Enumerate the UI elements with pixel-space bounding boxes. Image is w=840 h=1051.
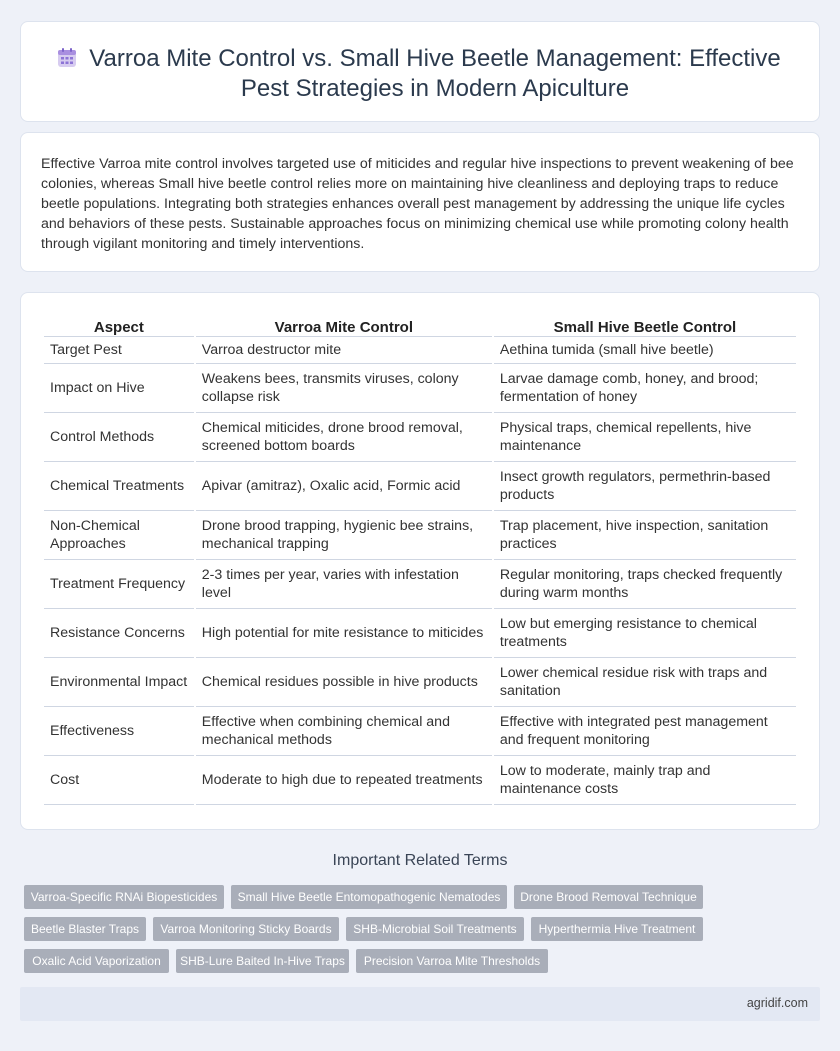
table-cell: Non-Chemical Approaches — [44, 511, 194, 560]
related-term-tag[interactable]: Small Hive Beetle Entomopathogenic Nematodes — [231, 885, 507, 909]
table-cell: High potential for mite resistance to miticides — [196, 609, 492, 658]
table-cell: Low to moderate, mainly trap and maintenance costs — [494, 756, 796, 805]
table-header-varroa: Varroa Mite Control — [196, 315, 492, 337]
table-cell: Impact on Hive — [44, 364, 194, 413]
table-cell: Trap placement, hive inspection, sanitation practices — [494, 511, 796, 560]
table-row — [44, 413, 796, 462]
table-cell: Regular monitoring, traps checked frequently during warm months — [494, 560, 796, 609]
intro-paragraph: Effective Varroa mite control involves targeted use of miticides and regular hive inspections to prevent weakening of bee colonies, whereas Small hive beetle control relies more on maintaining hive cleanliness and deploying traps to reduce beetle populations. Integrating both strategies enhances overall pest management by addressing the unique life cycles and behaviors of these pests. Sustainable approaches focus on minimizing chemical use while promoting colony health through vigilant monitoring and timely interventions. — [41, 156, 794, 252]
table-row — [44, 609, 796, 658]
related-term-tag[interactable]: Precision Varroa Mite Thresholds — [356, 949, 548, 973]
table-cell: Physical traps, chemical repellents, hive maintenance — [494, 413, 796, 462]
intro-card — [20, 132, 820, 272]
table-row — [44, 337, 796, 364]
table-cell: Environmental Impact — [44, 658, 194, 707]
related-term-tag[interactable]: Varroa Monitoring Sticky Boards — [153, 917, 339, 941]
footer — [20, 987, 820, 1021]
table-cell: Weakens bees, transmits viruses, colony collapse risk — [196, 364, 492, 413]
related-term-tag[interactable]: Drone Brood Removal Technique — [514, 885, 703, 909]
related-term-tag[interactable]: SHB-Microbial Soil Treatments — [346, 917, 524, 941]
table-row — [44, 756, 796, 805]
table-cell: Chemical miticides, drone brood removal, screened bottom boards — [196, 413, 492, 462]
table-header-aspect: Aspect — [44, 315, 194, 337]
table-row — [44, 364, 796, 413]
related-term-tag[interactable]: Beetle Blaster Traps — [24, 917, 146, 941]
table-cell: Drone brood trapping, hygienic bee strains, mechanical trapping — [196, 511, 492, 560]
table-cell: Chemical residues possible in hive products — [196, 658, 492, 707]
table-cell: Effective when combining chemical and mechanical methods — [196, 707, 492, 756]
related-term-tag[interactable]: Hyperthermia Hive Treatment — [531, 917, 703, 941]
related-terms-title: Important Related Terms — [332, 852, 508, 869]
table-row — [44, 707, 796, 756]
table-cell: Lower chemical residue risk with traps and sanitation — [494, 658, 796, 707]
table-cell: Low but emerging resistance to chemical treatments — [494, 609, 796, 658]
table-header-beetle: Small Hive Beetle Control — [494, 315, 796, 337]
footer-site[interactable]: agridif.com — [746, 996, 808, 1010]
page-title: Varroa Mite Control vs. Small Hive Beetle Management: Effective Pest Strategies in Modern Apiculture — [89, 45, 781, 102]
title-card — [20, 21, 820, 122]
table-cell: 2-3 times per year, varies with infestation level — [196, 560, 492, 609]
table-row — [44, 560, 796, 609]
comparison-table — [42, 315, 798, 805]
table-cell: Effective with integrated pest management and frequent monitoring — [494, 707, 796, 756]
comparison-card — [20, 292, 820, 830]
related-term-tag[interactable]: SHB-Lure Baited In-Hive Traps — [176, 949, 349, 973]
table-cell: Aethina tumida (small hive beetle) — [494, 337, 796, 364]
table-row — [44, 511, 796, 560]
table-cell: Cost — [44, 756, 194, 805]
related-term-tag[interactable]: Varroa-Specific RNAi Biopesticides — [24, 885, 224, 909]
related-term-tag[interactable]: Oxalic Acid Vaporization — [24, 949, 169, 973]
table-cell: Effectiveness — [44, 707, 194, 756]
table-row — [44, 462, 796, 511]
table-cell: Varroa destructor mite — [196, 337, 492, 364]
table-cell: Target Pest — [44, 337, 194, 364]
table-cell: Control Methods — [44, 413, 194, 462]
table-cell: Moderate to high due to repeated treatments — [196, 756, 492, 805]
table-cell: Apivar (amitraz), Oxalic acid, Formic acid — [196, 462, 492, 511]
table-cell: Treatment Frequency — [44, 560, 194, 609]
table-cell: Insect growth regulators, permethrin-based products — [494, 462, 796, 511]
table-cell: Larvae damage comb, honey, and brood; fermentation of honey — [494, 364, 796, 413]
table-cell: Chemical Treatments — [44, 462, 194, 511]
table-cell: Resistance Concerns — [44, 609, 194, 658]
table-row — [44, 658, 796, 707]
